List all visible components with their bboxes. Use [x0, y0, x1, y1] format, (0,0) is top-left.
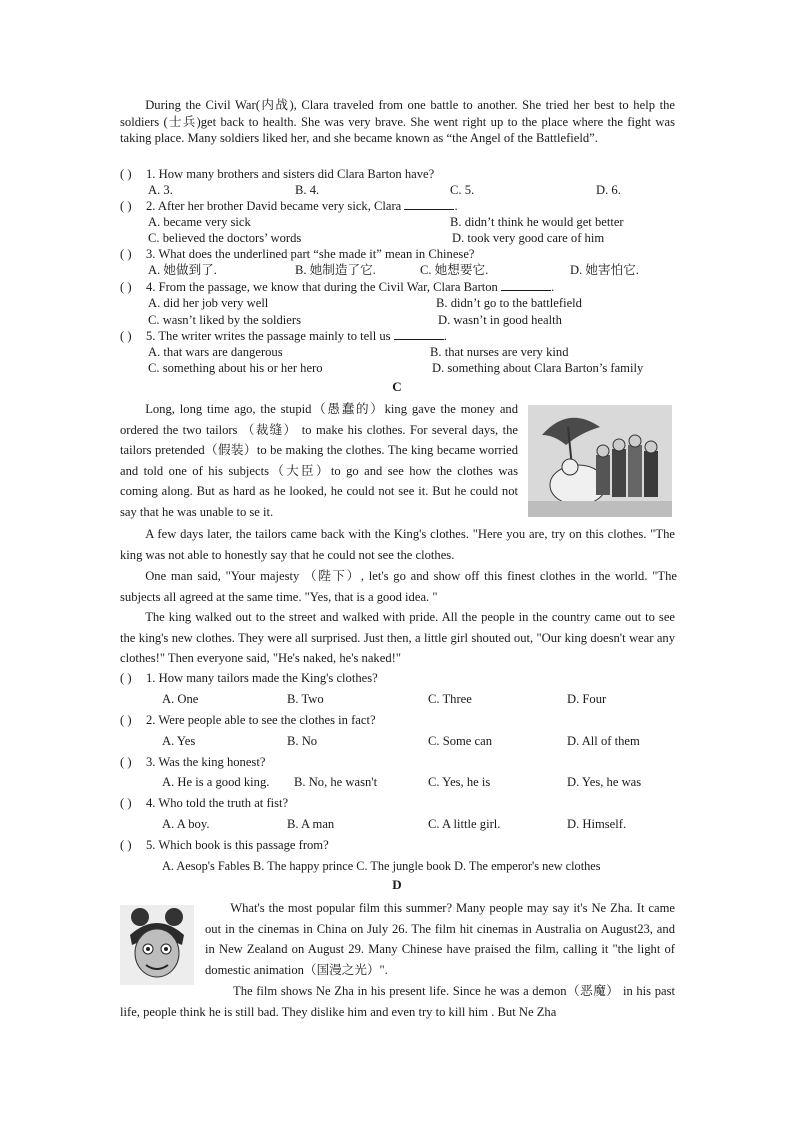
option: C. A little girl.: [428, 817, 501, 831]
option: C. something about his or her hero: [148, 361, 323, 375]
answer-slot[interactable]: ( ): [120, 755, 132, 769]
question-stem: 2. After her brother David became very sick, Clara: [146, 199, 402, 213]
option: A. One: [162, 692, 199, 706]
question-c3: [120, 754, 680, 770]
question-c1: [120, 670, 680, 686]
option: C. Three: [428, 692, 472, 706]
answer-slot[interactable]: ( ): [120, 167, 132, 181]
answer-slot[interactable]: ( ): [120, 713, 132, 727]
option: A. that wars are dangerous: [148, 345, 283, 359]
blank-line: [501, 280, 551, 291]
option: B. didn’t go to the battlefield: [436, 296, 582, 310]
option: D. All of them: [567, 734, 640, 748]
answer-slot[interactable]: ( ): [120, 838, 132, 852]
option: C. 5.: [450, 183, 475, 197]
option: C. wasn’t liked by the soldiers: [148, 313, 301, 327]
passage-c-p1: Long, long time ago, the stupid（愚蠢的）king gave the money and ordered the two tailors （裁缝） to make his clothes. For several days, the tailors pretended（假装）to be making the clothes. The king became worried and told one of his subjects（大臣）to go and see how the clothes was coming along. But as hard as he looked, he could not see it. But he could not say that he was unable to se it.: [120, 402, 518, 519]
question-b5: ( ) 5. The writer writes the passage mainly to tell us .: [120, 329, 447, 343]
nezha-character-icon: [120, 905, 194, 985]
question-stem: 4. Who told the truth at fist?: [146, 796, 289, 810]
option: B. 她制造了它.: [295, 263, 376, 277]
option: B. No: [287, 734, 318, 748]
king-illustration-icon: [528, 405, 672, 517]
option: A. 她做到了.: [148, 263, 217, 277]
question-c2: [120, 712, 680, 728]
answer-slot[interactable]: ( ): [120, 280, 132, 294]
question-stem: 5. Which book is this passage from?: [146, 838, 329, 852]
question-stem: 5. The writer writes the passage mainly to tell us: [146, 329, 391, 343]
answer-slot[interactable]: ( ): [120, 671, 132, 685]
answer-slot[interactable]: ( ): [120, 199, 132, 213]
question-stem: 1. How many brothers and sisters did Clara Barton have?: [146, 167, 435, 181]
passage-c-p2: A few days later, the tailors came back with the King's clothes. "Here you are, try on this clothes. "The king was not able to honestly say that he could not see the clothes.: [120, 527, 675, 562]
question-stem: 4. From the passage, we know that during the Civil War, Clara Barton: [146, 280, 498, 294]
option: A. became very sick: [148, 215, 251, 229]
passage-c-p3: One man said, "Your majesty （陛下）, let's go and show off this finest clothes in the world. "The subjects all agreed at the same time. "Yes, that is a good idea. ": [120, 569, 677, 604]
section-heading-d: D: [392, 877, 402, 892]
blank-line: [404, 199, 454, 210]
answer-slot[interactable]: ( ): [120, 247, 132, 261]
option: D. took very good care of him: [452, 231, 605, 245]
question-stem: 1. How many tailors made the King's clothes?: [146, 671, 378, 685]
option: A. Yes: [162, 734, 196, 748]
blank-line: [394, 329, 444, 340]
option: D. Yes, he was: [567, 775, 642, 789]
answer-slot[interactable]: ( ): [120, 329, 132, 343]
section-heading-c: C: [392, 379, 402, 394]
option: D. wasn’t in good health: [438, 313, 562, 327]
option: C. Yes, he is: [428, 775, 491, 789]
option: D. 6.: [596, 183, 621, 197]
question-stem: 2. Were people able to see the clothes in fact?: [146, 713, 376, 727]
option: D. something about Clara Barton’s family: [432, 361, 644, 375]
option: A. A boy.: [162, 817, 210, 831]
option: D. 她害怕它.: [570, 263, 639, 277]
question-stem: 3. Was the king honest?: [146, 755, 266, 769]
question-b1: [120, 166, 680, 182]
option: B. A man: [287, 817, 335, 831]
question-b2: ( ) 2. After her brother David became very sick, Clara .: [120, 199, 458, 213]
passage-c-p4: The king walked out to the street and walked with pride. All the people in the country came out to see the king's new clothes. They were all surprised. Just then, a little girl shouted out, "Our king doesn't wear any clothes!" Then everyone said, "He's naked, he's naked!": [120, 610, 675, 666]
option: B. that nurses are very kind: [430, 345, 569, 359]
option: A. He is a good king.: [162, 775, 270, 789]
passage-b-end: During the Civil War(内战), Clara traveled from one battle to another. She tried her best to help the soldiers (士兵)get back to health. She was very brave. She went right up to the place where the fight was taking place. Many soldiers liked her, and she became known as “the Angel of the Battlefield”.: [120, 98, 675, 146]
question-c4: [120, 795, 680, 811]
question-b3: [120, 246, 680, 262]
option: A. did her job very well: [148, 296, 269, 310]
option: D. Himself.: [567, 817, 627, 831]
option-line: A. Aesop's Fables B. The happy prince C. The jungle book D. The emperor's new clothes: [162, 859, 601, 873]
option: B. Two: [287, 692, 324, 706]
question-c5: [120, 837, 680, 853]
option: C. 她想要它.: [420, 263, 489, 277]
passage-d-p1: What's the most popular film this summer? Many people may say it's Ne Zha. It came out in the cinemas in China on July 26. The film hit cinemas in Australia on August23, and in New Zealand on August 29. Many Chinese have praised the film, calling it "the light of domestic animation（国漫之光）".: [205, 901, 675, 977]
option: B. 4.: [295, 183, 320, 197]
question-b4: ( ) 4. From the passage, we know that during the Civil War, Clara Barton .: [120, 280, 555, 294]
option: C. Some can: [428, 734, 493, 748]
option: C. believed the doctors’ words: [148, 231, 302, 245]
option: A. 3.: [148, 183, 173, 197]
option: D. Four: [567, 692, 607, 706]
option: B. didn’t think he would get better: [450, 215, 624, 229]
passage-d-p2: The film shows Ne Zha in his present life. Since he was a demon（恶魔） in his past life, people think he is still bad. They dislike him and even try to kill him . But Ne Zha: [120, 984, 675, 1019]
option: B. No, he wasn't: [294, 775, 378, 789]
answer-slot[interactable]: ( ): [120, 796, 132, 810]
question-stem: 3. What does the underlined part “she made it” mean in Chinese?: [146, 247, 475, 261]
